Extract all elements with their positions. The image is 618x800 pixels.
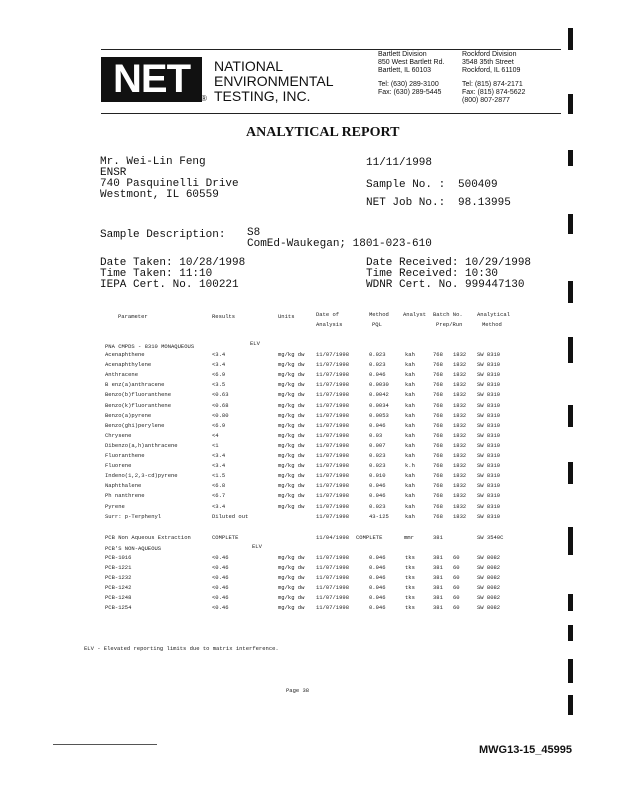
date-taken: Date Taken: 10/28/1998 bbox=[100, 257, 246, 269]
cell-units: mg/kg dw bbox=[278, 584, 305, 591]
cell-result: <3.4 bbox=[212, 502, 226, 510]
job-no: 98.13995 bbox=[458, 197, 511, 209]
cell-method: SW 8310 bbox=[477, 492, 501, 500]
cell-pql: 0.046 bbox=[369, 564, 386, 571]
col-results: Results bbox=[212, 313, 236, 320]
cell-method: SW 8310 bbox=[477, 472, 501, 480]
taken-block bbox=[100, 258, 245, 291]
cell-prep: 768 bbox=[433, 472, 443, 480]
cell-pql: 0.023 bbox=[369, 462, 386, 470]
binder-mark bbox=[568, 337, 573, 363]
cell-analyst: kah bbox=[405, 512, 415, 520]
cell-pql: 0.046 bbox=[369, 492, 386, 500]
cell-parameter: Acenaphthene bbox=[105, 351, 145, 358]
col-pql: PQL bbox=[372, 321, 382, 328]
cell-analyst: tks bbox=[405, 564, 415, 571]
cell-result: <3.4 bbox=[212, 361, 226, 369]
bartlett-line: Bartlett, IL 60103 bbox=[378, 67, 432, 74]
rockford-line: Rockford, IL 61109 bbox=[462, 67, 521, 74]
cell-result: <0.46 bbox=[212, 574, 229, 581]
cell-run: 1832 bbox=[453, 391, 467, 399]
binder-mark bbox=[568, 594, 573, 611]
pcb-extraction-result: COMPLETE bbox=[212, 534, 239, 541]
bartlett-line: Bartlett Division bbox=[378, 51, 427, 58]
col-analytical: Analytical bbox=[477, 311, 511, 318]
cell-prep: 768 bbox=[433, 371, 443, 379]
cell-run: 1832 bbox=[453, 512, 467, 520]
section-pcb-title: PCB'S NON-AQUEOUS bbox=[105, 545, 162, 552]
cell-result: <0.68 bbox=[212, 401, 229, 409]
cell-method: SW 8310 bbox=[477, 361, 501, 369]
cell-prep: 381 bbox=[433, 564, 443, 571]
rockford-line: 3548 35th Street bbox=[462, 59, 514, 66]
cell-date: 11/07/1998 bbox=[316, 492, 350, 500]
cell-analyst: kah bbox=[405, 502, 415, 510]
cell-method: SW 8310 bbox=[477, 421, 501, 429]
client-city: Westmont, IL 60559 bbox=[100, 189, 219, 201]
cell-result: <6.9 bbox=[212, 421, 226, 429]
pcb-extraction-analyst: mmr bbox=[404, 534, 414, 541]
document-id: MWG13-15_45995 bbox=[479, 744, 572, 756]
sample-description-2: ComEd-Waukegan; 1801-023-610 bbox=[247, 238, 432, 250]
cell-run: 60 bbox=[453, 584, 460, 591]
cell-prep: 768 bbox=[433, 441, 443, 449]
cell-date: 11/07/1998 bbox=[316, 574, 350, 581]
cell-parameter: Naphthalene bbox=[105, 482, 142, 490]
col-analysis: Analysis bbox=[316, 321, 343, 328]
cell-prep: 381 bbox=[433, 604, 443, 611]
cell-pql: 0.010 bbox=[369, 472, 386, 480]
col-analyst: Analyst bbox=[403, 311, 427, 318]
net-logo: NET bbox=[101, 57, 202, 102]
cell-units: mg/kg dw bbox=[278, 411, 305, 419]
cell-prep: 381 bbox=[433, 584, 443, 591]
cell-pql: 0.046 bbox=[369, 371, 386, 379]
cell-parameter: Surr: p-Terphenyl bbox=[105, 512, 162, 520]
cell-method: SW 8310 bbox=[477, 411, 501, 419]
client-street: 740 Pasquinelli Drive bbox=[100, 178, 239, 190]
cell-prep: 768 bbox=[433, 361, 443, 369]
cell-run: 1832 bbox=[453, 431, 467, 439]
cell-run: 1832 bbox=[453, 472, 467, 480]
wdnr-cert: WDNR Cert. No. 999447130 bbox=[366, 279, 525, 291]
cell-parameter: PCB-1016 bbox=[105, 554, 132, 561]
cell-result: <0.80 bbox=[212, 411, 229, 419]
cell-analyst: kah bbox=[405, 441, 415, 449]
bottom-rule bbox=[53, 744, 157, 745]
cell-analyst: kah bbox=[405, 431, 415, 439]
cell-method: SW 8310 bbox=[477, 371, 501, 379]
cell-date: 11/07/1998 bbox=[316, 512, 350, 520]
cell-run: 60 bbox=[453, 604, 460, 611]
cell-parameter: Benzo(b)fluoranthene bbox=[105, 391, 172, 399]
bartlett-line: Tel: (630) 289-3100 bbox=[378, 81, 439, 88]
binder-mark bbox=[568, 695, 573, 715]
cell-analyst: tks bbox=[405, 594, 415, 601]
cell-result: <1.5 bbox=[212, 472, 226, 480]
cell-analyst: kah bbox=[405, 411, 415, 419]
cell-date: 11/07/1998 bbox=[316, 421, 350, 429]
cell-date: 11/07/1998 bbox=[316, 604, 350, 611]
cell-method: SW 8082 bbox=[477, 584, 501, 591]
company-line-2: ENVIRONMENTAL bbox=[214, 73, 334, 89]
rockford-line: Fax: (815) 874-5622 bbox=[462, 89, 526, 96]
cell-analyst: kah bbox=[405, 482, 415, 490]
cell-parameter: Fluorene bbox=[105, 462, 132, 470]
pcb-extraction-param: PCB Non Aqueous Extraction bbox=[105, 534, 191, 541]
cell-result: <0.46 bbox=[212, 564, 229, 571]
date-received: Date Received: 10/29/1998 bbox=[366, 257, 532, 269]
cell-units: mg/kg dw bbox=[278, 502, 305, 510]
bartlett-address bbox=[378, 51, 444, 97]
cell-prep: 381 bbox=[433, 574, 443, 581]
cell-pql: 0.046 bbox=[369, 594, 386, 601]
cell-result: <3.4 bbox=[212, 452, 226, 459]
cell-run: 60 bbox=[453, 594, 460, 601]
cell-analyst: kah bbox=[405, 371, 415, 379]
cell-date: 11/07/1998 bbox=[316, 401, 350, 409]
cell-method: SW 8310 bbox=[477, 381, 501, 389]
cell-run: 1832 bbox=[453, 452, 467, 459]
cell-pql: 0.023 bbox=[369, 452, 386, 459]
cell-pql: 0.046 bbox=[369, 482, 386, 490]
binder-mark bbox=[568, 462, 573, 484]
company-line-3: TESTING, INC. bbox=[214, 88, 311, 104]
cell-units: mg/kg dw bbox=[278, 351, 305, 358]
cell-date: 11/07/1998 bbox=[316, 482, 350, 490]
pcb-extraction-method: SW 3540C bbox=[477, 534, 504, 541]
cell-result: <0.46 bbox=[212, 604, 229, 611]
cell-method: SW 8310 bbox=[477, 462, 501, 470]
binder-mark bbox=[568, 281, 573, 303]
cell-analyst: tks bbox=[405, 574, 415, 581]
cell-units: mg/kg dw bbox=[278, 452, 305, 459]
cell-parameter: B enz(a)anthracene bbox=[105, 381, 165, 389]
binder-mark bbox=[568, 405, 573, 427]
cell-analyst: kah bbox=[405, 361, 415, 369]
cell-prep: 768 bbox=[433, 381, 443, 389]
cell-result: <3.5 bbox=[212, 381, 226, 389]
cell-pql: 0.007 bbox=[369, 441, 386, 449]
rockford-line: Tel: (815) 874-2171 bbox=[462, 81, 523, 88]
cell-analyst: kah bbox=[405, 452, 415, 459]
job-no-label: NET Job No.: bbox=[366, 197, 446, 209]
cell-pql: 0.023 bbox=[369, 361, 386, 369]
cell-date: 11/07/1998 bbox=[316, 462, 350, 470]
cell-parameter: Ph nanthrene bbox=[105, 492, 145, 500]
cell-parameter: Acenaphthylene bbox=[105, 361, 152, 369]
cell-date: 11/07/1998 bbox=[316, 381, 350, 389]
cell-parameter: Benzo(a)pyrene bbox=[105, 411, 152, 419]
cell-units: mg/kg dw bbox=[278, 574, 305, 581]
pcb-extraction-date: 11/04/1998 bbox=[316, 534, 350, 541]
cell-parameter: PCB-1254 bbox=[105, 604, 132, 611]
binder-mark bbox=[568, 214, 573, 234]
cell-run: 1832 bbox=[453, 441, 467, 449]
cell-result: <0.46 bbox=[212, 584, 229, 591]
report-date: 11/11/1998 bbox=[366, 157, 433, 169]
cell-units: mg/kg dw bbox=[278, 381, 305, 389]
cell-prep: 768 bbox=[433, 401, 443, 409]
cell-pql: 0.023 bbox=[369, 351, 386, 358]
cell-result: <6.7 bbox=[212, 492, 226, 500]
cell-pql: 0.046 bbox=[369, 574, 386, 581]
col-prep-run: Prep/Run bbox=[436, 321, 463, 328]
bartlett-line: 850 West Bartlett Rd. bbox=[378, 59, 445, 66]
binder-mark bbox=[568, 150, 573, 166]
section-pna-flag: ELV bbox=[250, 340, 260, 347]
cell-units: mg/kg dw bbox=[278, 482, 305, 490]
cell-pql: 0.0042 bbox=[369, 391, 389, 399]
cell-prep: 768 bbox=[433, 452, 443, 459]
cell-parameter: PCB-1248 bbox=[105, 594, 132, 601]
cell-date: 11/07/1998 bbox=[316, 502, 350, 510]
cell-date: 11/07/1998 bbox=[316, 351, 350, 358]
sample-description-1: S8 bbox=[247, 227, 261, 239]
cell-result: Diluted out bbox=[212, 512, 249, 520]
cell-date: 11/07/1998 bbox=[316, 472, 350, 480]
cell-pql: 0.023 bbox=[369, 502, 386, 510]
cell-date: 11/07/1998 bbox=[316, 594, 350, 601]
cell-run: 1832 bbox=[453, 502, 467, 510]
cell-parameter: Anthracene bbox=[105, 371, 139, 379]
cell-analyst: kah bbox=[405, 492, 415, 500]
received-block bbox=[366, 258, 531, 291]
cell-analyst: kah bbox=[405, 421, 415, 429]
rockford-address bbox=[462, 51, 525, 105]
cell-date: 11/07/1998 bbox=[316, 431, 350, 439]
cell-parameter: PCB-1232 bbox=[105, 574, 132, 581]
rockford-line: (800) 807-2877 bbox=[462, 97, 510, 104]
cell-run: 1832 bbox=[453, 351, 467, 358]
cell-units: mg/kg dw bbox=[278, 492, 305, 500]
cell-run: 1832 bbox=[453, 482, 467, 490]
cell-units: mg/kg dw bbox=[278, 462, 305, 470]
cell-run: 60 bbox=[453, 554, 460, 561]
client-address bbox=[100, 157, 239, 201]
col-units: Units bbox=[278, 313, 295, 320]
cell-parameter: Chrysene bbox=[105, 431, 132, 439]
cell-date: 11/07/1998 bbox=[316, 452, 350, 459]
cell-result: <3.4 bbox=[212, 462, 226, 470]
cell-prep: 381 bbox=[433, 594, 443, 601]
cell-run: 1832 bbox=[453, 492, 467, 500]
pcb-extraction-pql: COMPLETE bbox=[356, 534, 383, 541]
cell-method: SW 8082 bbox=[477, 574, 501, 581]
cell-run: 1832 bbox=[453, 411, 467, 419]
report-title: ANALYTICAL REPORT bbox=[246, 125, 400, 140]
cell-method: SW 8310 bbox=[477, 452, 501, 459]
cell-run: 1832 bbox=[453, 381, 467, 389]
cell-date: 11/07/1998 bbox=[316, 564, 350, 571]
cell-method: SW 8082 bbox=[477, 604, 501, 611]
sample-no: 500409 bbox=[458, 179, 498, 191]
cell-pql: 0.046 bbox=[369, 604, 386, 611]
company-name bbox=[214, 59, 334, 104]
cell-method: SW 8082 bbox=[477, 594, 501, 601]
rockford-line: Rockford Division bbox=[462, 51, 517, 58]
binder-mark bbox=[568, 527, 573, 555]
cell-run: 1832 bbox=[453, 401, 467, 409]
binder-mark bbox=[568, 94, 573, 114]
cell-method: SW 8310 bbox=[477, 512, 501, 520]
cell-method: SW 8082 bbox=[477, 554, 501, 561]
cell-analyst: k.h bbox=[405, 462, 415, 470]
cell-units: mg/kg dw bbox=[278, 431, 305, 439]
cell-date: 11/07/1998 bbox=[316, 391, 350, 399]
header-rule bbox=[101, 113, 561, 114]
cell-method: SW 8310 bbox=[477, 441, 501, 449]
cell-pql: 0.0053 bbox=[369, 411, 389, 419]
cell-pql: 0.046 bbox=[369, 554, 386, 561]
bartlett-line: Fax: (630) 289-5445 bbox=[378, 89, 442, 96]
cell-prep: 768 bbox=[433, 502, 443, 510]
cell-pql: 0.0030 bbox=[369, 381, 389, 389]
cell-prep: 768 bbox=[433, 492, 443, 500]
cell-analyst: tks bbox=[405, 584, 415, 591]
cell-run: 1832 bbox=[453, 462, 467, 470]
footnote: ELV - Elevated reporting limits due to matrix interference. bbox=[84, 645, 279, 652]
page-number: Page 38 bbox=[286, 687, 310, 694]
cell-method: SW 8310 bbox=[477, 351, 501, 358]
cell-units: mg/kg dw bbox=[278, 472, 305, 480]
section-pcb-flag: ELV bbox=[252, 543, 262, 550]
cell-date: 11/07/1998 bbox=[316, 411, 350, 419]
cell-result: <3.4 bbox=[212, 351, 226, 358]
cell-prep: 768 bbox=[433, 411, 443, 419]
cell-result: <4 bbox=[212, 431, 219, 439]
binder-mark bbox=[568, 28, 573, 50]
cell-date: 11/07/1998 bbox=[316, 554, 350, 561]
time-received: Time Received: 10:30 bbox=[366, 268, 499, 280]
cell-result: <0.46 bbox=[212, 594, 229, 601]
iepa-cert: IEPA Cert. No. 100221 bbox=[100, 279, 239, 291]
cell-analyst: tks bbox=[405, 604, 415, 611]
cell-pql: 0.0034 bbox=[369, 401, 389, 409]
cell-parameter: Pyrene bbox=[105, 502, 125, 510]
cell-result: <6.8 bbox=[212, 482, 226, 490]
cell-parameter: PCB-1221 bbox=[105, 564, 132, 571]
cell-units: mg/kg dw bbox=[278, 401, 305, 409]
cell-result: <0.46 bbox=[212, 554, 229, 561]
cell-parameter: Benzo(k)fluoranthene bbox=[105, 401, 172, 409]
cell-units: mg/kg dw bbox=[278, 604, 305, 611]
cell-units: mg/kg dw bbox=[278, 421, 305, 429]
sample-no-label: Sample No. : bbox=[366, 179, 446, 191]
cell-method: SW 8310 bbox=[477, 502, 501, 510]
cell-date: 11/07/1998 bbox=[316, 441, 350, 449]
cell-analyst: kah bbox=[405, 472, 415, 480]
cell-analyst: kah bbox=[405, 351, 415, 358]
cell-pql: 43-125 bbox=[369, 512, 389, 520]
cell-run: 1832 bbox=[453, 421, 467, 429]
cell-method: SW 8310 bbox=[477, 482, 501, 490]
cell-prep: 768 bbox=[433, 512, 443, 520]
company-line-1: NATIONAL bbox=[214, 58, 283, 74]
sample-description-label: Sample Description: bbox=[100, 229, 226, 241]
col-method-2: Method bbox=[482, 321, 502, 328]
cell-date: 11/07/1998 bbox=[316, 584, 350, 591]
cell-prep: 768 bbox=[433, 351, 443, 358]
cell-result: <0.63 bbox=[212, 391, 229, 399]
cell-method: SW 8310 bbox=[477, 391, 501, 399]
top-rule bbox=[101, 49, 561, 50]
cell-date: 11/07/1998 bbox=[316, 371, 350, 379]
cell-method: SW 8310 bbox=[477, 401, 501, 409]
cell-prep: 768 bbox=[433, 482, 443, 490]
cell-method: SW 8082 bbox=[477, 564, 501, 571]
cell-pql: 0.03 bbox=[369, 431, 383, 439]
cell-units: mg/kg dw bbox=[278, 441, 305, 449]
cell-prep: 768 bbox=[433, 431, 443, 439]
cell-pql: 0.046 bbox=[369, 421, 386, 429]
pcb-extraction-prep: 381 bbox=[433, 534, 443, 541]
cell-run: 1832 bbox=[453, 361, 467, 369]
binder-mark bbox=[568, 659, 573, 683]
cell-method: SW 8310 bbox=[477, 431, 501, 439]
cell-units: mg/kg dw bbox=[278, 391, 305, 399]
cell-parameter: Indeno(1,2,3-cd)pyrene bbox=[105, 472, 178, 480]
cell-units: mg/kg dw bbox=[278, 361, 305, 369]
cell-prep: 381 bbox=[433, 554, 443, 561]
col-batch-no: Batch No. bbox=[433, 311, 463, 318]
binder-mark bbox=[568, 625, 573, 641]
col-date-of: Date of bbox=[316, 311, 340, 318]
cell-run: 1832 bbox=[453, 371, 467, 379]
section-pna-title: PNA CMPDS - 8310 MONAQUEOUS bbox=[105, 343, 195, 350]
cell-date: 11/07/1998 bbox=[316, 361, 350, 369]
col-parameter: Parameter bbox=[118, 313, 148, 320]
time-taken: Time Taken: 11:10 bbox=[100, 268, 213, 280]
cell-units: mg/kg dw bbox=[278, 371, 305, 379]
cell-prep: 768 bbox=[433, 421, 443, 429]
cell-analyst: tks bbox=[405, 554, 415, 561]
cell-units: mg/kg dw bbox=[278, 554, 305, 561]
cell-parameter: Benzo(ghi)perylene bbox=[105, 421, 165, 429]
cell-parameter: PCB-1242 bbox=[105, 584, 132, 591]
cell-analyst: kah bbox=[405, 381, 415, 389]
cell-parameter: Fluoranthene bbox=[105, 452, 145, 459]
cell-run: 60 bbox=[453, 574, 460, 581]
cell-run: 60 bbox=[453, 564, 460, 571]
registered-mark: ® bbox=[201, 94, 207, 103]
cell-analyst: kah bbox=[405, 401, 415, 409]
client-name: Mr. Wei-Lin Feng bbox=[100, 156, 206, 168]
cell-prep: 768 bbox=[433, 462, 443, 470]
client-company: ENSR bbox=[100, 167, 127, 179]
col-method: Method bbox=[369, 311, 389, 318]
cell-result: <1 bbox=[212, 441, 219, 449]
cell-parameter: Dibenzo(a,h)anthracene bbox=[105, 441, 178, 449]
cell-units: mg/kg dw bbox=[278, 594, 305, 601]
cell-pql: 0.046 bbox=[369, 584, 386, 591]
cell-prep: 768 bbox=[433, 391, 443, 399]
cell-result: <6.9 bbox=[212, 371, 226, 379]
cell-analyst: kah bbox=[405, 391, 415, 399]
cell-units: mg/kg dw bbox=[278, 564, 305, 571]
